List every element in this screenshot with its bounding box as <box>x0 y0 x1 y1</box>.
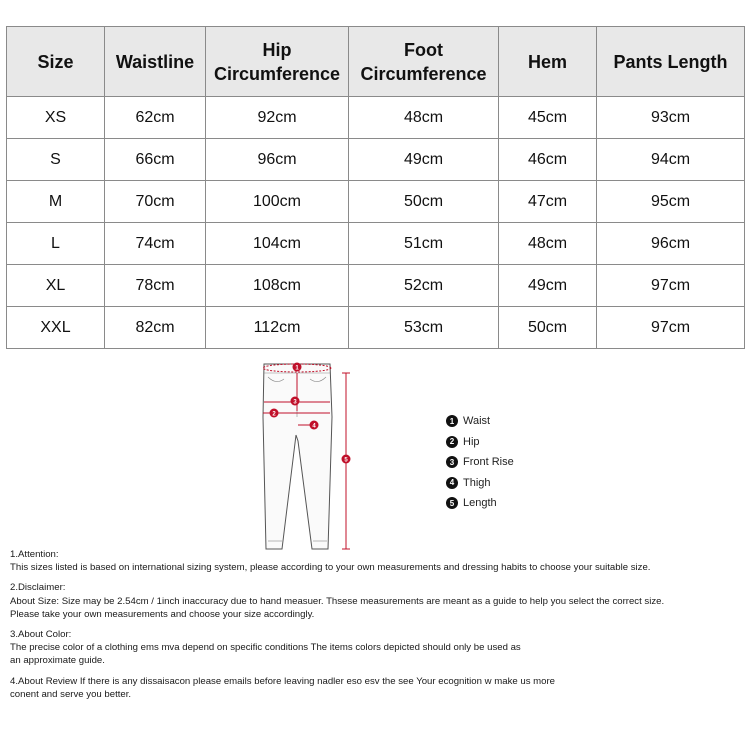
table-cell: XS <box>7 97 105 139</box>
table-cell: 70cm <box>105 181 206 223</box>
legend-label: Thigh <box>463 476 491 489</box>
table-cell: 45cm <box>499 97 597 139</box>
table-cell: 100cm <box>206 181 349 223</box>
table-cell: 108cm <box>206 265 349 307</box>
table-cell: 96cm <box>206 139 349 181</box>
svg-text:5: 5 <box>344 457 348 464</box>
legend-number: 5 <box>446 497 458 509</box>
header-hem: Hem <box>499 27 597 97</box>
legend-number: 3 <box>446 456 458 468</box>
table-cell: 50cm <box>349 181 499 223</box>
table-cell: 78cm <box>105 265 206 307</box>
note-line: About Size: Size may be 2.54cm / 1inch inaccuracy due to hand measuer. Thsese measurements are meant as a guide to help you select the correct size. <box>10 595 665 607</box>
table-cell: XL <box>7 265 105 307</box>
legend-label: Hip <box>463 435 480 448</box>
table-cell: 62cm <box>105 97 206 139</box>
table-cell: 47cm <box>499 181 597 223</box>
note-disclaimer <box>10 581 745 621</box>
pants-measurement-diagram <box>250 355 370 555</box>
table-cell: L <box>7 223 105 265</box>
measurement-legend <box>446 411 514 514</box>
table-cell: XXL <box>7 307 105 349</box>
table-cell: 96cm <box>597 223 745 265</box>
note-line: an approximate guide. <box>10 655 105 667</box>
legend-item-front-rise <box>446 452 514 473</box>
table-cell: 74cm <box>105 223 206 265</box>
size-chart-table <box>6 26 745 349</box>
table-cell: 92cm <box>206 97 349 139</box>
diagram-marker-4 <box>310 421 319 430</box>
legend-label: Front Rise <box>463 456 514 469</box>
diagram-marker-1 <box>293 363 302 372</box>
table-cell: 93cm <box>597 97 745 139</box>
svg-text:1: 1 <box>295 365 299 372</box>
header-foot-circumference: Foot Circumference <box>349 27 499 97</box>
note-title: 2.Disclaimer: <box>10 582 66 594</box>
table-cell: 104cm <box>206 223 349 265</box>
header-hip-circumference: Hip Circumference <box>206 27 349 97</box>
note-title: 1.Attention: <box>10 549 59 560</box>
table-cell: 51cm <box>349 223 499 265</box>
table-cell: 49cm <box>349 139 499 181</box>
table-row <box>7 307 745 349</box>
header-waistline: Waistline <box>105 27 206 97</box>
table-row <box>7 223 745 265</box>
legend-item-length <box>446 493 514 514</box>
legend-number: 2 <box>446 436 458 448</box>
table-cell: M <box>7 181 105 223</box>
table-header-row <box>7 27 745 97</box>
table-cell: 94cm <box>597 139 745 181</box>
table-cell: 95cm <box>597 181 745 223</box>
table-row <box>7 97 745 139</box>
table-cell: 48cm <box>499 223 597 265</box>
legend-number: 4 <box>446 477 458 489</box>
svg-text:2: 2 <box>272 411 276 418</box>
legend-item-hip <box>446 432 514 453</box>
legend-item-thigh <box>446 473 514 494</box>
diagram-marker-2 <box>270 409 279 418</box>
note-line: conent and serve you better. <box>10 688 132 700</box>
legend-label: Length <box>463 497 497 510</box>
table-cell: 48cm <box>349 97 499 139</box>
notes-section <box>10 548 745 708</box>
table-cell: 52cm <box>349 265 499 307</box>
diagram-marker-5 <box>342 455 351 464</box>
table-cell: 46cm <box>499 139 597 181</box>
note-line: 4.About Review If there is any dissaisacon please emails before leaving nadler eso esv the see Your ecognition w make us more <box>10 675 556 687</box>
note-about-color <box>10 628 745 668</box>
table-cell: 66cm <box>105 139 206 181</box>
legend-item-waist <box>446 411 514 432</box>
table-cell: 53cm <box>349 307 499 349</box>
note-line: The precise color of a clothing ems mva depend on specific conditions The items colors depicted should only be used as <box>10 642 521 654</box>
header-size: Size <box>7 27 105 97</box>
note-attention <box>10 548 745 574</box>
svg-text:4: 4 <box>312 423 316 430</box>
table-cell: S <box>7 139 105 181</box>
table-cell: 112cm <box>206 307 349 349</box>
note-title: 3.About Color: <box>10 629 72 641</box>
table-cell: 50cm <box>499 307 597 349</box>
svg-text:3: 3 <box>293 399 297 406</box>
table-cell: 97cm <box>597 265 745 307</box>
table-cell: 97cm <box>597 307 745 349</box>
note-line: This sizes listed is based on international sizing system, please according to your own measurements and dressing habits to choose your suitable size. <box>10 562 651 574</box>
table-row <box>7 265 745 307</box>
table-row <box>7 181 745 223</box>
header-pants-length: Pants Length <box>597 27 745 97</box>
note-about-review <box>10 675 745 701</box>
table-cell: 82cm <box>105 307 206 349</box>
note-line: Please take your own measurements and choose your size accordingly. <box>10 608 315 620</box>
diagram-marker-3 <box>291 397 300 406</box>
table-row <box>7 139 745 181</box>
legend-number: 1 <box>446 415 458 427</box>
table-cell: 49cm <box>499 265 597 307</box>
legend-label: Waist <box>463 415 491 428</box>
